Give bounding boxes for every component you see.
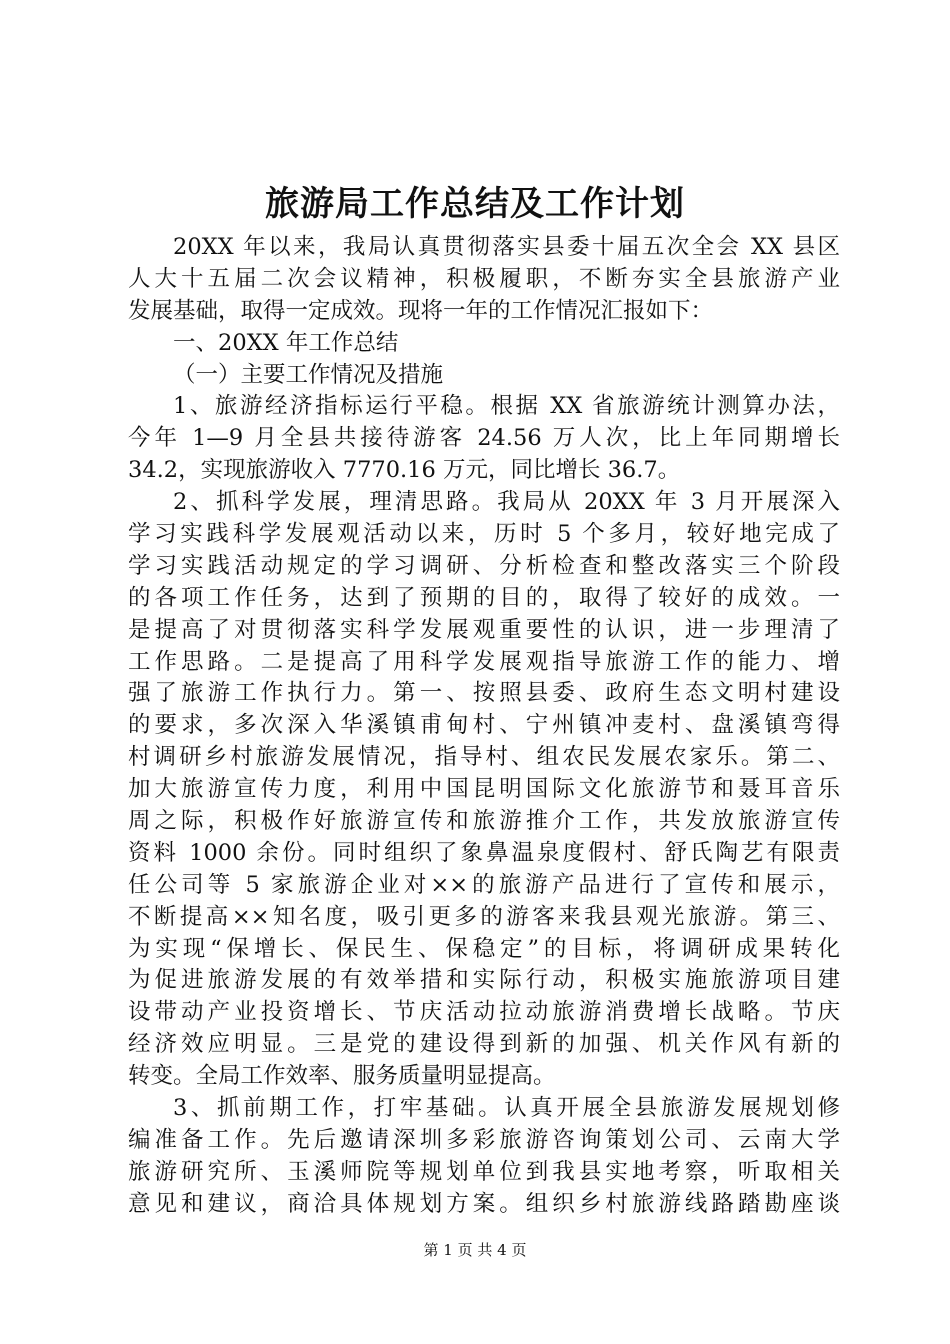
- section-heading: 一、20XX 年工作总结: [173, 329, 399, 356]
- text-line: 资料 1000 余份。同时组织了象鼻温泉度假村、舒氏陶艺有限责: [128, 839, 840, 866]
- text-line: 加大旅游宣传力度，利用中国昆明国际文化旅游节和聂耳音乐: [128, 776, 840, 803]
- page-footer: 第 1 页 共 4 页: [423, 1241, 527, 1259]
- text-line: 学习实践科学发展观活动以来，历时 5 个多月，较好地完成了: [128, 521, 840, 548]
- document-title: 旅游局工作总结及工作计划: [265, 184, 685, 224]
- text-line: 为促进旅游发展的有效举措和实际行动，积极实施旅游项目建: [128, 967, 840, 994]
- text-line: 1、旅游经济指标运行平稳。根据 XX 省旅游统计测算办法，: [173, 393, 840, 420]
- text-line: 为实现“保增长、保民生、保稳定”的目标，将调研成果转化: [128, 935, 840, 962]
- text-line: 发展基础，取得一定成效。现将一年的工作情况汇报如下：: [128, 297, 714, 324]
- text-line: 任公司等 5 家旅游企业对××的旅游产品进行了宣传和展示，: [128, 871, 840, 898]
- text-line: 周之际，积极作好旅游宣传和旅游推介工作，共发放旅游宣传: [128, 808, 840, 835]
- text-line: 经济效应明显。三是党的建设得到新的加强、机关作风有新的: [128, 1031, 840, 1058]
- text-line: 2、抓科学发展，理清思路。我局从 20XX 年 3 月开展深入: [173, 489, 840, 516]
- subsection-heading: （一）主要工作情况及措施: [173, 361, 444, 388]
- text-line: 人大十五届二次会议精神，积极履职，不断夯实全县旅游产业: [128, 265, 840, 292]
- text-line: 34.2，实现旅游收入 7770.16 万元，同比增长 36.7。: [128, 457, 681, 484]
- text-line: 20XX 年以来，我局认真贯彻落实县委十届五次全会 XX 县区: [173, 234, 840, 260]
- text-line: 今年 1—9 月全县共接待游客 24.56 万人次，比上年同期增长: [128, 425, 840, 452]
- text-line: 是提高了对贯彻落实科学发展观重要性的认识，进一步理清了: [128, 616, 840, 643]
- text-line: 村调研乡村旅游发展情况，指导村、组农民发展农家乐。第二、: [128, 744, 840, 771]
- text-line: 旅游研究所、玉溪师院等规划单位到我县实地考察，听取相关: [128, 1158, 840, 1185]
- text-line: 的各项工作任务，达到了预期的目的，取得了较好的成效。一: [128, 584, 840, 611]
- text-line: 编准备工作。先后邀请深圳多彩旅游咨询策划公司、云南大学: [128, 1126, 840, 1153]
- text-line: 学习实践活动规定的学习调研、分析检查和整改落实三个阶段: [128, 552, 840, 579]
- text-line: 工作思路。二是提高了用科学发展观指导旅游工作的能力、增: [128, 648, 840, 675]
- text-line: 3、抓前期工作，打牢基础。认真开展全县旅游发展规划修: [173, 1095, 840, 1122]
- text-line: 的要求，多次深入华溪镇甫甸村、宁州镇冲麦村、盘溪镇弯得: [128, 712, 840, 739]
- text-line: 设带动产业投资增长、节庆活动拉动旅游消费增长战略。节庆: [128, 999, 840, 1026]
- text-line: 强了旅游工作执行力。第一、按照县委、政府生态文明村建设: [128, 680, 840, 707]
- text-line: 转变。全局工作效率、服务质量明显提高。: [128, 1063, 556, 1090]
- text-line: 意见和建议，商洽具体规划方案。组织乡村旅游线路踏勘座谈: [128, 1190, 840, 1217]
- text-line: 不断提高××知名度，吸引更多的游客来我县观光旅游。第三、: [128, 903, 840, 930]
- document-body: [128, 232, 840, 1221]
